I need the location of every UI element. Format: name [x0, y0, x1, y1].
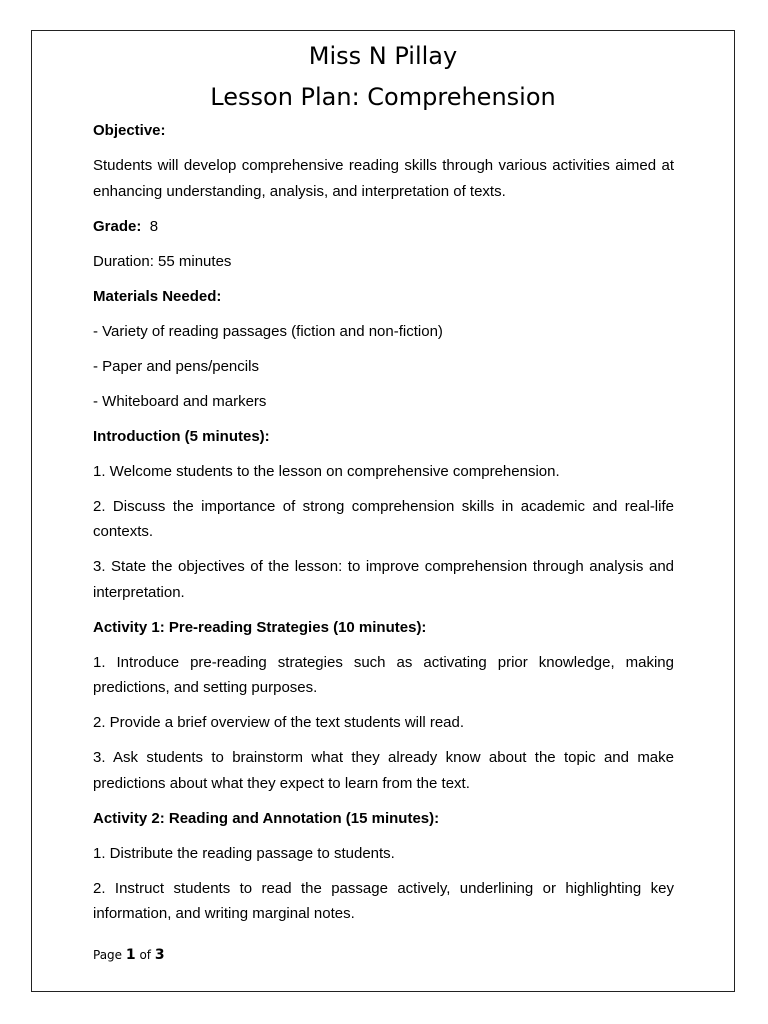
grade-value: 8 — [149, 217, 159, 235]
grade-label: Grade: — [93, 217, 142, 235]
of-label: of — [139, 948, 152, 962]
introduction-step: 3. State the objectives of the lesson: to improve comprehension through analysis and interpretation. — [93, 558, 674, 601]
activity2-heading: Activity 2: Reading and Annotation (15 minutes): — [93, 809, 440, 827]
activity1-step: 3. Ask students to brainstorm what they already know about the topic and make predictions about what they expect to learn from the text. — [93, 749, 674, 792]
objective-heading: Objective: — [93, 122, 166, 139]
introduction-step: 2. Discuss the importance of strong comprehension skills in academic and real-life contexts. — [93, 497, 674, 540]
introduction-heading: Introduction (5 minutes): — [93, 427, 270, 445]
materials-heading: Materials Needed: — [93, 287, 222, 305]
page-total: 3 — [154, 947, 165, 963]
teacher-name: Miss N Pillay — [308, 42, 458, 70]
materials-item: - Paper and pens/pencils — [93, 357, 259, 375]
activity1-heading: Activity 1: Pre-reading Strategies (10 minutes): — [93, 618, 427, 636]
materials-item: - Whiteboard and markers — [93, 392, 267, 410]
activity2-step: 2. Instruct students to read the passage actively, underlining or highlighting key information, and writing marginal notes. — [93, 879, 674, 922]
materials-item: - Variety of reading passages (fiction and non-fiction) — [93, 322, 443, 340]
duration-line: Duration: 55 minutes — [93, 252, 232, 270]
lesson-plan-body — [93, 118, 674, 936]
objective-text: Students will develop comprehensive reading skills through various activities aimed at enhancing understanding, analysis, and interpretation of texts. — [93, 157, 674, 200]
introduction-step: 1. Welcome students to the lesson on comprehensive comprehension. — [93, 462, 560, 480]
activity1-step: 1. Introduce pre-reading strategies such as activating prior knowledge, making predictions, and setting purposes. — [93, 653, 674, 696]
page-number-footer — [93, 945, 165, 965]
page-label: Page — [93, 948, 123, 962]
activity1-step: 2. Provide a brief overview of the text students will read. — [93, 714, 465, 731]
activity2-step: 1. Distribute the reading passage to students. — [93, 844, 395, 862]
page-title: Lesson Plan: Comprehension — [210, 83, 556, 111]
grade-line — [93, 214, 674, 240]
page-current: 1 — [125, 947, 136, 963]
